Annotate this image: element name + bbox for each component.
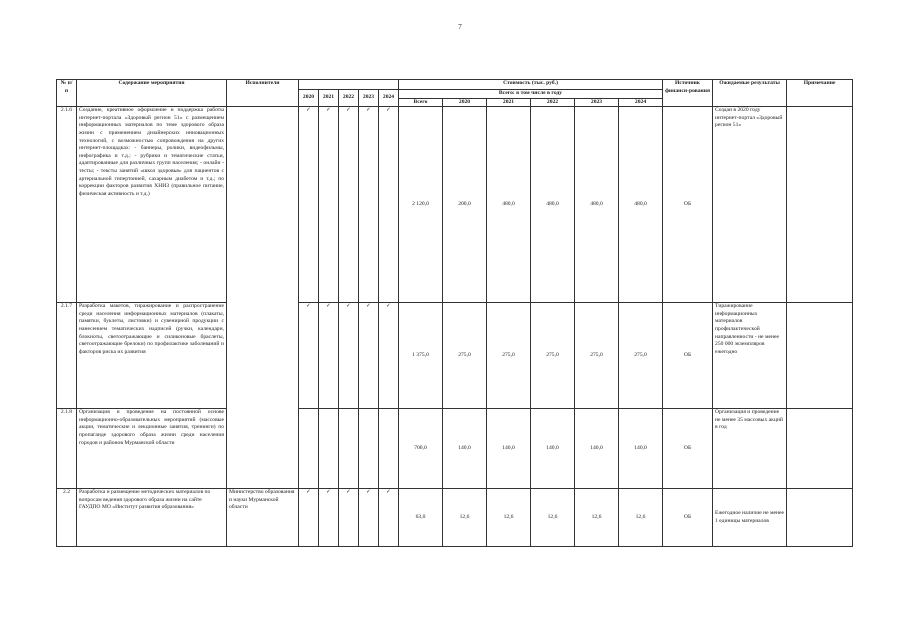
year-check-2022: ✓ [339,489,359,547]
year-check-2023: ✓ [359,107,379,303]
year-check-2024: ✓ [379,489,399,547]
activity-content: Разработка макетов, тиражирование и распространение среди населения информационных материалов (плакаты, памятки, буклеты, листовки) и сувенирной продукции с нанесением тематических надписей (ручки, календари, блокноты, светоотражающие и силиконовые браслеты, светоотражающие брелоки) по профилактике заболеваний и факторов риска их развития [77,303,227,409]
header-year-2020: 2020 [299,90,319,107]
year-check-2024: ✓ [379,303,399,409]
cost-2022: 480,0 [531,107,575,303]
header-cost-2023: 2023 [575,98,619,107]
header-year-2021: 2021 [319,90,339,107]
expected-results: Организация и проведение не менее 35 массовых акций в год [713,409,787,489]
header-source: Источник финанси-рования [663,80,713,107]
row-number: 2.1.6 [57,107,77,303]
page-number: 7 [458,23,462,31]
cost-2023: 480,0 [575,107,619,303]
funding-source: ОБ [663,303,713,409]
cost-2024: 275,0 [619,303,663,409]
funding-source: ОБ [663,107,713,303]
activity-content: Организация и проведение на постоянной основе информационно-образовательных мероприятий (массовые акции, тематические и лекционные занятия, тренинги) по пропаганде здорового образа жизни среди населения городов и районов Мурманской области [77,409,227,489]
header-row-1 [57,80,853,90]
year-check-2023: ✓ [359,303,379,409]
activity-content: Разработка и размещение методических материалов по вопросам ведения здорового образа жизни на сайте ГАУДПО МО «Институт развития образования» [77,489,227,547]
year-check-2021 [319,409,339,489]
cost-2023: 140,0 [575,409,619,489]
header-cost-2021: 2021 [487,98,531,107]
year-check-2024 [379,409,399,489]
cost-2020: 140,0 [443,409,487,489]
year-check-2020: ✓ [299,489,319,547]
table-row [57,409,853,489]
cost-total: 63,0 [399,489,443,547]
year-check-2024: ✓ [379,107,399,303]
year-check-2023 [359,409,379,489]
executor: Министерство образования и науки Мурманской области [227,489,299,547]
header-cost-2020: 2020 [443,98,487,107]
cost-2020: 12,6 [443,489,487,547]
year-check-2020 [299,409,319,489]
cost-2020: 275,0 [443,303,487,409]
header-total: Всего [399,98,443,107]
activity-content: Создание, креативное оформление и поддержка работы интернет-портала «Здоровый регион 51» с размещением информационных материалов по теме здорового образа жизни с применением дизайнерских инновационных технологий, с возможностью сопровождения на других интернет-площадках: - баннеры, ролики, видеофильмы, инфографика и т.д.; - рубрики и тематические статьи, адаптированные для различных групп населения; - онлайн - тесты; - тексты занятий «школ здоровья» для пациентов с артериальной гипертонией, сахарным диабетом и т.д.; по коррекции факторов развития ХНИЗ (правильное питание, физическая активность и т.д.) [77,107,227,303]
row-number: 2.1.7 [57,303,77,409]
notes [787,303,853,409]
year-check-2020: ✓ [299,303,319,409]
executor [227,107,299,489]
header-executors: Исполнители [227,80,299,107]
table-row [57,107,853,303]
table-row [57,489,853,547]
year-check-2022: ✓ [339,107,359,303]
year-check-2020: ✓ [299,107,319,303]
header-year-2023: 2023 [359,90,379,107]
header-expected: Ожидаемые результаты [713,80,787,107]
cost-2023: 275,0 [575,303,619,409]
year-check-2021: ✓ [319,303,339,409]
funding-source: ОБ [663,409,713,489]
expected-results: Ежегодное наличие не менее 1 единицы материалов [713,489,787,547]
cost-2021: 140,0 [487,409,531,489]
header-cost: Стоимость (тыс. руб.) [399,80,663,90]
cost-total: 2 120,0 [399,107,443,303]
cost-2021: 12,6 [487,489,531,547]
cost-2023: 12,6 [575,489,619,547]
funding-source: ОБ [663,489,713,547]
cost-2024: 140,0 [619,409,663,489]
header-incl-by-year: Всего: в том числе в году [399,90,663,99]
cost-2021: 275,0 [487,303,531,409]
cost-total: 700,0 [399,409,443,489]
header-cost-2022: 2022 [531,98,575,107]
year-check-2022: ✓ [339,303,359,409]
program-activities-table [56,79,853,547]
notes [787,409,853,489]
header-notes: Примечание [787,80,853,107]
notes [787,489,853,547]
cost-2024: 12,6 [619,489,663,547]
cost-2022: 275,0 [531,303,575,409]
notes [787,107,853,303]
header-num: № п/п [57,80,77,107]
row-number: 2.2 [57,489,77,547]
row-number: 2.1.8 [57,409,77,489]
year-check-2021: ✓ [319,489,339,547]
cost-2022: 12,6 [531,489,575,547]
header-cost-2024: 2024 [619,98,663,107]
year-check-2023: ✓ [359,489,379,547]
year-check-2021: ✓ [319,107,339,303]
cost-total: 1 375,0 [399,303,443,409]
cost-2021: 480,0 [487,107,531,303]
expected-results: Создан в 2020 году интернет-портал «Здоровый регион 51» [713,107,787,303]
table-row [57,303,853,409]
cost-2022: 140,0 [531,409,575,489]
header-years-period [299,80,399,90]
cost-2024: 480,0 [619,107,663,303]
year-check-2022 [339,409,359,489]
header-year-2024: 2024 [379,90,399,107]
expected-results: Тиражирование информационных материалов профилактической направленности - не менее 250 000 экземпляров ежегодно [713,303,787,409]
header-content: Содержание мероприятия [77,80,227,107]
header-year-2022: 2022 [339,90,359,107]
cost-2020: 200,0 [443,107,487,303]
